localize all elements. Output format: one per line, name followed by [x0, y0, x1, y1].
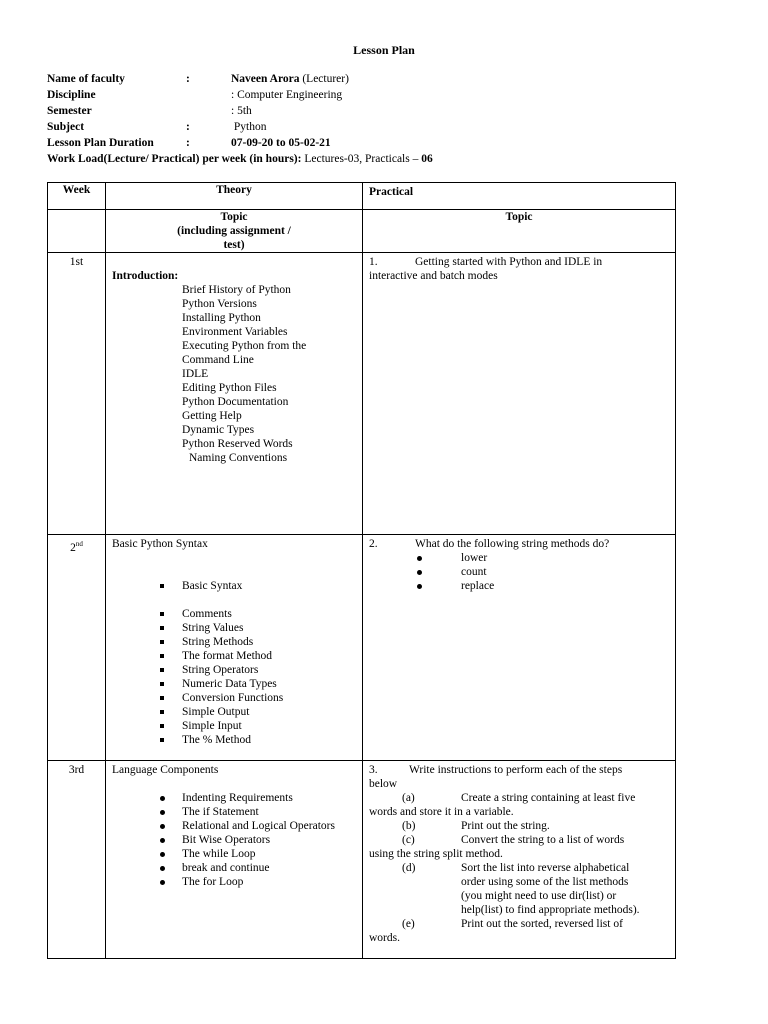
meta-value: [231, 71, 349, 87]
topic-item: Python Versions: [182, 298, 257, 310]
theory-heading: Language Components: [112, 764, 219, 776]
topic-item: Python Documentation: [182, 396, 289, 408]
topic-item: Environment Variables: [182, 326, 288, 338]
theory-cell: [106, 535, 363, 761]
topic-item: Executing Python from the: [182, 340, 307, 352]
meta-value: : 5th: [231, 105, 252, 117]
list-item: Simple Output: [182, 705, 362, 719]
practical-number: 3.: [369, 764, 378, 776]
step-text: Print out the sorted, reversed list of: [461, 918, 623, 930]
step-text: (you might need to use dir(list) or: [461, 890, 617, 902]
meta-label: Lesson Plan Duration: [47, 137, 154, 149]
practical-number: 1.: [369, 256, 378, 268]
subheader-practical: Topic: [363, 210, 676, 253]
theory-cell: [106, 253, 363, 535]
week-cell: [48, 535, 106, 761]
list-item: String Values: [182, 621, 362, 635]
subheader-week: [48, 210, 106, 253]
step-line: [369, 917, 675, 931]
list-item: Conversion Functions: [182, 691, 362, 705]
list-item: lower: [461, 551, 675, 565]
step-line: [369, 861, 675, 875]
round-bullet-icon: [160, 796, 165, 801]
workload-practicals: 06: [418, 153, 433, 165]
list-item: replace: [461, 579, 675, 593]
round-bullet-icon: [160, 824, 165, 829]
list-item: The while Loop: [182, 847, 362, 861]
list-item: Bit Wise Operators: [182, 833, 362, 847]
theory-heading: Introduction:: [112, 270, 179, 282]
topic-item: Dynamic Types: [182, 424, 255, 436]
square-bullet-icon: [160, 626, 164, 630]
list-item: String Methods: [182, 635, 362, 649]
header-theory: Theory: [106, 183, 363, 210]
square-bullet-icon: [160, 724, 164, 728]
square-bullet-icon: [160, 640, 164, 644]
list-item: The format Method: [182, 649, 362, 663]
theory-topic-list: [112, 579, 362, 593]
round-bullet-icon: [417, 570, 422, 575]
square-bullet-icon: [160, 584, 164, 588]
list-item: The for Loop: [182, 875, 362, 889]
faculty-name: Naveen Arora: [231, 73, 300, 85]
step-text: Print out the string.: [461, 820, 550, 832]
topic-item: Command Line: [182, 354, 254, 366]
square-bullet-icon: [160, 668, 164, 672]
square-bullet-icon: [160, 710, 164, 714]
square-bullet-icon: [160, 612, 164, 616]
workload-value: Lectures-03, Practicals –: [301, 153, 419, 165]
topic-item: IDLE: [182, 368, 209, 380]
square-bullet-icon: [160, 654, 164, 658]
subheader-line: Topic: [220, 211, 248, 223]
header-week: Week: [48, 183, 106, 210]
week-label: 2: [70, 541, 76, 554]
round-bullet-icon: [160, 866, 165, 871]
round-bullet-icon: [417, 556, 422, 561]
step-letter: (d): [402, 862, 416, 874]
step-letter: (e): [402, 918, 415, 930]
subheader-line: (including assignment /: [177, 225, 291, 237]
practical-cell: [363, 535, 676, 761]
topic-item: Naming Conventions: [189, 452, 288, 464]
meta-colon: :: [186, 137, 190, 149]
step-text: using the string split method.: [369, 848, 503, 860]
week-suffix: nd: [75, 540, 83, 548]
list-item: Indenting Requirements: [182, 791, 362, 805]
step-letter: (b): [402, 820, 416, 832]
theory-topic-list: [112, 791, 362, 889]
round-bullet-icon: [417, 584, 422, 589]
lesson-plan-table: [47, 182, 676, 959]
step-letter: (a): [402, 792, 415, 804]
topic-item: Brief History of Python: [182, 284, 291, 296]
list-item: Numeric Data Types: [182, 677, 362, 691]
step-text: order using some of the list methods: [461, 876, 629, 888]
meta-label: Name of faculty: [47, 73, 125, 85]
table-header-row: [48, 183, 676, 210]
list-item: Basic Syntax: [182, 579, 362, 593]
meta-colon: :: [186, 73, 190, 85]
practical-number: 2.: [369, 538, 378, 550]
list-item: Simple Input: [182, 719, 362, 733]
meta-value: : Computer Engineering: [231, 89, 343, 101]
subheader-theory: [106, 210, 363, 253]
practical-method-list: [369, 551, 675, 593]
practical-text: Write instructions to perform each of the steps: [409, 764, 623, 776]
theory-heading: Basic Python Syntax: [112, 538, 208, 550]
table-row: [48, 535, 676, 761]
practical-cell: [363, 761, 676, 959]
step-line: [369, 819, 675, 833]
table-row: [48, 761, 676, 959]
header-practical: Practical: [363, 183, 676, 210]
round-bullet-icon: [160, 838, 165, 843]
topic-item: Python Reserved Words: [182, 438, 293, 450]
list-item: break and continue: [182, 861, 362, 875]
practical-text: below: [369, 778, 398, 790]
practical-cell: [363, 253, 676, 535]
round-bullet-icon: [160, 810, 165, 815]
practical-text: Getting started with Python and IDLE in: [415, 256, 603, 268]
meta-label: Discipline: [47, 89, 96, 101]
page-title: Lesson Plan: [353, 43, 415, 57]
meta-label: Semester: [47, 105, 92, 117]
topic-item: Editing Python Files: [182, 382, 277, 394]
square-bullet-icon: [160, 682, 164, 686]
faculty-role: (Lecturer): [299, 73, 349, 85]
meta-colon: :: [186, 121, 190, 133]
meta-value: Python: [231, 121, 267, 133]
list-item: Relational and Logical Operators: [182, 819, 362, 833]
week-cell: 1st: [48, 253, 106, 535]
step-line: [369, 791, 675, 805]
workload-label: Work Load(Lecture/ Practical) per week (in hours):: [47, 153, 302, 165]
list-item: String Operators: [182, 663, 362, 677]
meta-value: 07-09-20 to 05-02-21: [231, 137, 331, 149]
week-cell: 3rd: [48, 761, 106, 959]
square-bullet-icon: [160, 738, 164, 742]
meta-label: Subject: [47, 121, 85, 133]
topic-item: Installing Python: [182, 312, 261, 324]
step-text: words.: [369, 932, 400, 944]
practical-text: interactive and batch modes: [369, 270, 498, 282]
subheader-line: test): [223, 239, 245, 251]
theory-topic-list: [112, 283, 362, 465]
workload-row: [47, 151, 433, 167]
table-subheader-row: [48, 210, 676, 253]
step-text: Convert the string to a list of words: [461, 834, 625, 846]
list-item: Comments: [182, 607, 362, 621]
step-text: help(list) to find appropriate methods).: [461, 904, 640, 916]
step-text: Create a string containing at least five: [461, 792, 636, 804]
topic-item: Getting Help: [182, 410, 242, 422]
table-row: [48, 253, 676, 535]
theory-topic-list: [112, 607, 362, 747]
round-bullet-icon: [160, 880, 165, 885]
theory-cell: [106, 761, 363, 959]
step-letter: (c): [402, 834, 415, 846]
list-item: The % Method: [182, 733, 362, 747]
list-item: The if Statement: [182, 805, 362, 819]
step-text: words and store it in a variable.: [369, 806, 514, 818]
step-text: Sort the list into reverse alphabetical: [461, 862, 630, 874]
practical-text: What do the following string methods do?: [415, 538, 610, 550]
square-bullet-icon: [160, 696, 164, 700]
round-bullet-icon: [160, 852, 165, 857]
step-line: [369, 833, 675, 847]
list-item: count: [461, 565, 675, 579]
